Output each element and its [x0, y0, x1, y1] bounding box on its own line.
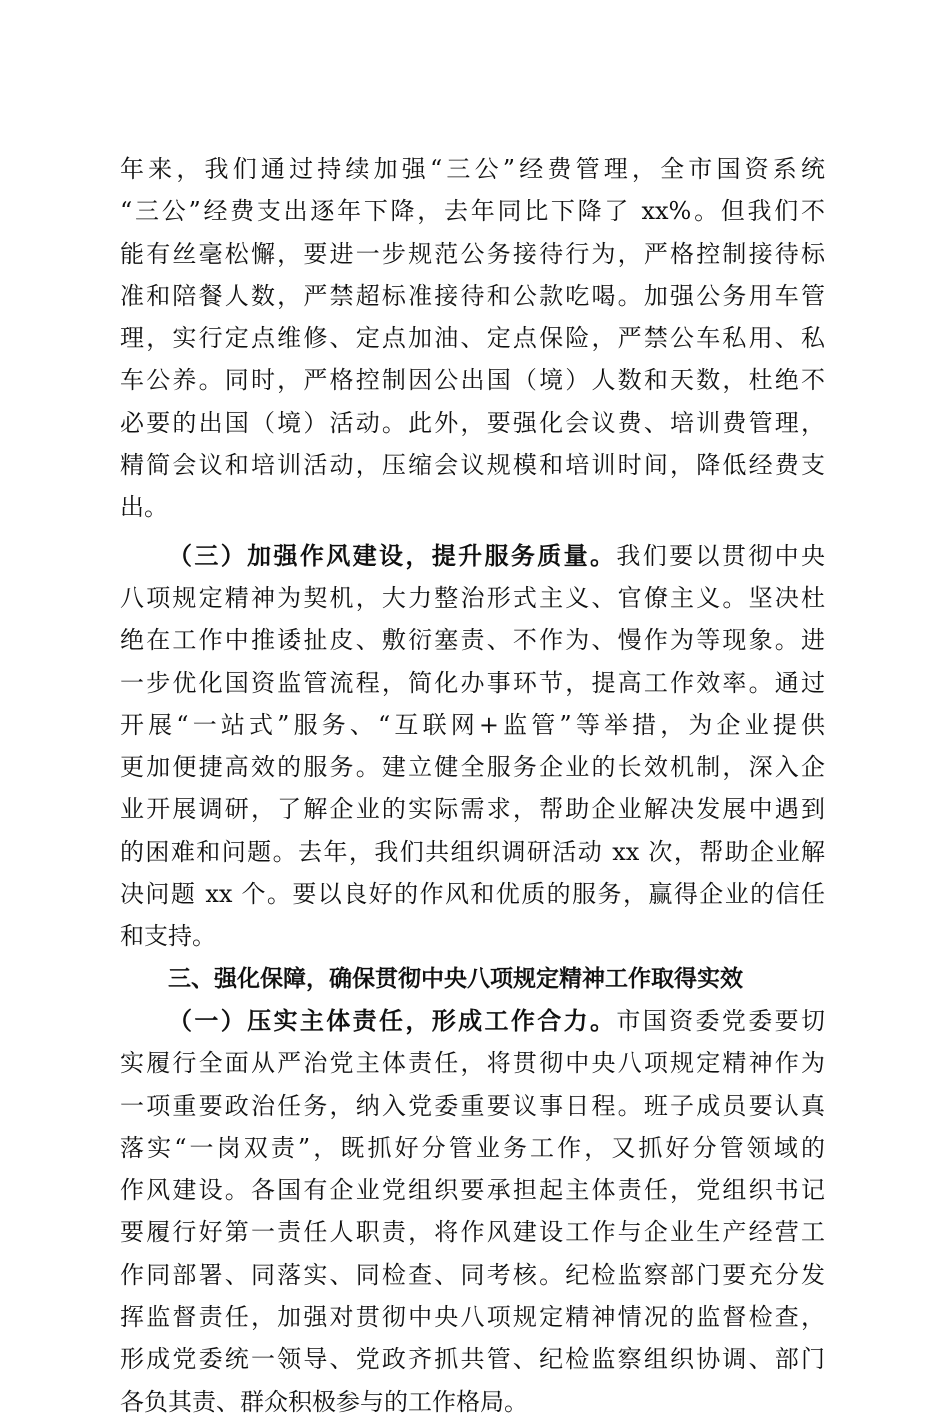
text-line: 八项规定精神为契机，大力整治形式主义、官僚主义。坚决杜 — [120, 583, 825, 612]
text-line: 和支持。 — [120, 922, 216, 951]
section-lead-rest: 我们要以贯彻中央 — [616, 541, 825, 570]
text-line: 年来，我们通过持续加强“三公”经费管理，全市国资系统 — [120, 155, 825, 183]
text-line: 一步优化国资监管流程，简化办事环节，提高工作效率。通过 — [120, 668, 825, 697]
section-lead: （三）加强作风建设，提升服务质量。 — [168, 540, 617, 570]
text-line: 业开展调研，了解企业的实际需求，帮助企业解决发展中遇到 — [120, 795, 825, 824]
document-page — [120, 148, 825, 1423]
section-heading: 三、强化保障，确保贯彻中央八项规定精神工作取得实效 — [168, 965, 743, 992]
section-lead-rest: 市国资委党委要切 — [616, 1006, 825, 1035]
text-line: 一项重要政治任务，纳入党委重要议事日程。班子成员要认真 — [120, 1091, 825, 1120]
text-line: 的困难和问题。去年，我们共组织调研活动 xx 次，帮助企业解 — [120, 837, 825, 866]
text-line: 出。 — [120, 493, 168, 522]
text-line: 各负其责、群众积极参与的工作格局。 — [120, 1387, 528, 1416]
text-line-first — [120, 535, 825, 577]
text-line: 能有丝毫松懈，要进一步规范公务接待行为，严格控制接待标 — [120, 239, 825, 268]
paragraph-sangong-expenses — [120, 148, 825, 529]
text-line: 理，实行定点维修、定点加油、定点保险，严禁公车私用、私 — [120, 324, 825, 353]
text-line: 落实“一岗双责”，既抓好分管业务工作，又抓好分管领域的 — [120, 1133, 825, 1162]
text-line: 形成党委统一领导、党政齐抓共管、纪检监察组织协调、部门 — [120, 1345, 825, 1374]
text-line: 要履行好第一责任人职责，将作风建设工作与企业生产经营工 — [120, 1218, 825, 1247]
text-line: 实履行全面从严治党主体责任，将贯彻中央八项规定精神作为 — [120, 1049, 825, 1078]
text-line-first — [120, 1000, 825, 1042]
text-line: 作同部署、同落实、同检查、同考核。纪检监察部门要充分发 — [120, 1260, 825, 1289]
text-line: 绝在工作中推诿扯皮、敷衍塞责、不作为、慢作为等现象。进 — [120, 626, 825, 655]
text-line: 决问题 xx 个。要以良好的作风和优质的服务，赢得企业的信任 — [120, 880, 825, 909]
text-line: 必要的出国（境）活动。此外，要强化会议费、培训费管理， — [120, 408, 825, 437]
paragraph-work-style — [120, 535, 825, 958]
text-line: 开展“一站式”服务、“互联网+监管”等举措，为企业提供 — [120, 710, 825, 739]
text-line: 作风建设。各国有企业党组织要承担起主体责任，党组织书记 — [120, 1176, 825, 1205]
section-lead: （一）压实主体责任，形成工作合力。 — [168, 1005, 617, 1035]
paragraph-main-responsibility — [120, 1000, 825, 1423]
text-line: 更加便捷高效的服务。建立健全服务企业的长效机制，深入企 — [120, 753, 825, 782]
text-line: 准和陪餐人数，严禁超标准接待和公款吃喝。加强公务用车管 — [120, 281, 825, 310]
text-line: “三公”经费支出逐年下降，去年同比下降了 xx%。但我们不 — [120, 197, 825, 226]
text-line: 精简会议和培训活动，压缩会议规模和培训时间，降低经费支 — [120, 451, 825, 480]
text-line: 挥监督责任，加强对贯彻中央八项规定精神情况的监督检查， — [120, 1303, 825, 1332]
text-line: 车公养。同时，严格控制因公出国（境）人数和天数，杜绝不 — [120, 366, 825, 395]
